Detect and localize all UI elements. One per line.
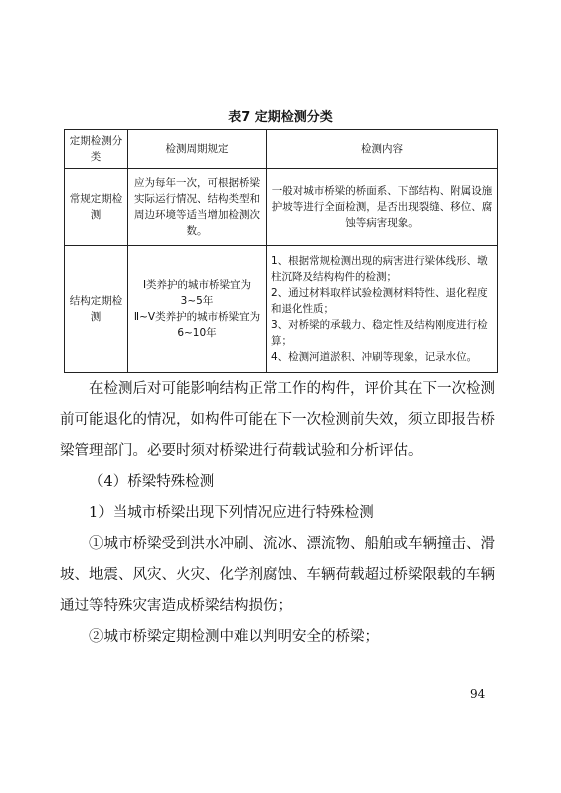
row-period [128,246,267,373]
table-header-row [65,130,498,169]
header-content: 检测内容 [267,130,498,169]
content-line: 3、对桥梁的承载力、稳定性及结构刚度进行检算； [271,319,488,347]
table-row [65,246,498,373]
row-period: 应为每年一次，可根据桥梁实际运行情况、结构类型和周边环境等适当增加检测次数。 [128,169,267,246]
row-type: 结构定期检测 [65,246,128,373]
subsection-heading: 1）当城市桥梁出现下列情况应进行特殊检测 [89,505,374,521]
header-period: 检测周期规定 [128,130,267,169]
list-item: ①城市桥梁受到洪水冲刷、流冰、漂流物、船舶或车辆撞击、滑坡、地震、风灾、火灾、化学剂腐蚀、车辆荷载超过桥梁限载的车辆通过等特殊灾害造成桥梁结构损伤； [60,536,495,614]
list-item: ②城市桥梁定期检测中难以判明安全的桥梁； [89,629,379,645]
periodic-inspection-table [64,129,498,373]
paragraph: 在检测后对可能影响结构正常工作的构件，评价其在下一次检测前可能退化的情况，如构件可能在下一次检测前失效，须立即报告桥梁管理部门。必要时须对桥梁进行荷载试验和分析评估。 [60,381,495,459]
period-line: Ⅱ~Ⅴ类养护的城市桥梁宜为6~10年 [133,311,261,339]
row-type: 常规定期检测 [65,169,128,246]
content-line: 1、根据常规检测出现的病害进行梁体线形、墩柱沉降及结构构件的检测； [271,255,488,283]
table-caption: 表7 定期检测分类 [228,110,333,125]
content-line: 4、检测河道淤积、冲刷等现象，记录水位。 [271,351,478,363]
section-heading: （4）桥梁特殊检测 [89,474,215,490]
table-row [65,169,498,246]
row-content: 一般对城市桥梁的桥面系、下部结构、附属设施护坡等进行全面检测，是否出现裂缝、移位、腐蚀等病害现象。 [267,169,498,246]
page-number: 94 [470,687,486,701]
header-type: 定期检测分类 [65,130,128,169]
row-content [267,246,498,373]
body-text [60,374,500,653]
content-line: 2、通过材料取样试验检测材料特性、退化程度和退化性质； [271,287,488,315]
period-line: Ⅰ类养护的城市桥梁宜为3~5年 [142,279,252,307]
